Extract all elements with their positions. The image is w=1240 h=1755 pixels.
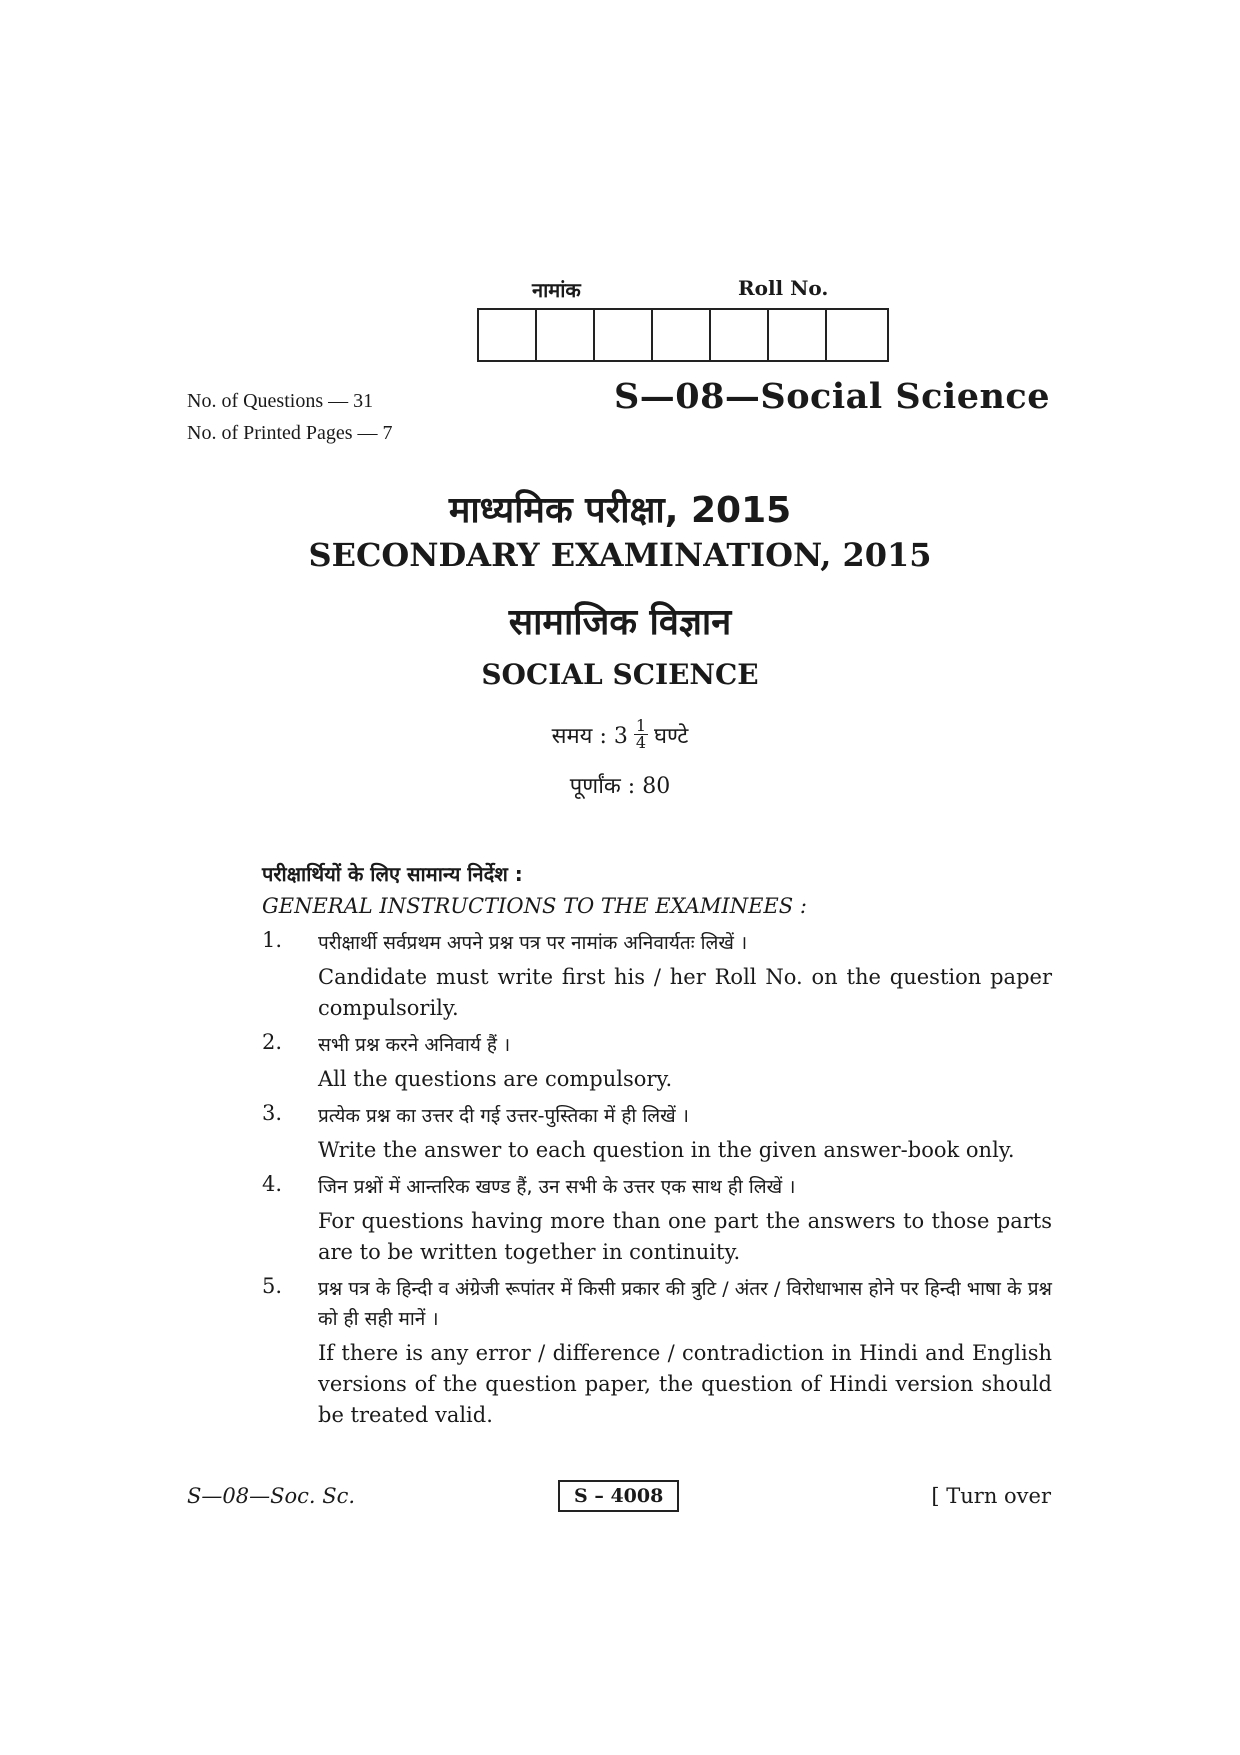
exam-title-hindi: माध्यमिक परीक्षा, 2015 [448,490,792,531]
instruction-item [262,1030,1052,1095]
time-allowed [0,718,1240,751]
roll-digit-box [711,310,769,360]
subject-title-hindi: सामाजिक विज्ञान [508,602,732,643]
roll-number-boxes [477,308,889,362]
roll-digit-box [537,310,595,360]
fraction-denominator: 4 [635,733,647,752]
instruction-text-hindi: परीक्षार्थी सर्वप्रथम अपने प्रश्न पत्र पर नामांक अनिवार्यतः लिखें । [318,932,748,954]
instruction-text-hindi: प्रश्न पत्र के हिन्दी व अंग्रेजी रूपांतर में किसी प्रकार की त्रुटि / अंतर / विरोधाभास होने पर हिन्दी भाषा के प्रश्न को ही सही मानें । [318,1278,1052,1330]
instruction-item [262,928,1052,1024]
instruction-number: 4. [262,1172,283,1196]
roll-digit-box [769,310,827,360]
instruction-number: 2. [262,1030,283,1054]
time-label: समय : 3 [551,723,628,749]
roll-digit-box [595,310,653,360]
roll-digit-box [653,310,711,360]
footer-paper-code: S—08—Soc. Sc. [187,1484,356,1508]
roll-label-hindi: नामांक [532,278,581,302]
instruction-text-english: For questions having more than one part the answers to those parts are to be written together in continuity. [318,1209,1052,1264]
time-unit: घण्टे [654,723,689,749]
instructions-heading-english: GENERAL INSTRUCTIONS TO THE EXAMINEES : [262,894,807,918]
instruction-number: 5. [262,1274,283,1298]
roll-digit-box [827,310,887,360]
printed-pages: No. of Printed Pages — 7 [187,422,393,444]
fraction-numerator: 1 [635,716,647,735]
subject-title-english: SOCIAL SCIENCE [481,658,759,691]
instruction-text-english: All the questions are compulsory. [318,1067,673,1091]
instruction-text-hindi: प्रत्येक प्रश्न का उत्तर दी गई उत्तर-पुस्तिका में ही लिखें । [318,1105,689,1127]
instructions-heading-hindi: परीक्षार्थियों के लिए सामान्य निर्देश : [262,862,523,886]
time-fraction [634,718,648,751]
instruction-text-hindi: सभी प्रश्न करने अनिवार्य हैं । [318,1034,511,1056]
roll-label-english: Roll No. [738,276,829,300]
instruction-text-hindi: जिन प्रश्नों में आन्तरिक खण्ड हैं, उन सभी के उत्तर एक साथ ही लिखें । [318,1176,796,1198]
maximum-marks: पूर्णांक : 80 [569,774,671,799]
question-count: No. of Questions — 31 [187,390,374,412]
instruction-text-english: If there is any error / difference / contradiction in Hindi and English versions of the question paper, the question of Hindi version should be treated valid. [318,1341,1052,1427]
paper-code-title: S—08—Social Science [613,376,1050,417]
instructions-list [262,928,1052,1437]
instruction-item [262,1101,1052,1166]
instruction-item [262,1172,1052,1268]
instruction-item [262,1274,1052,1431]
instruction-text-english: Write the answer to each question in the given answer-book only. [318,1138,1015,1162]
exam-title-english: SECONDARY EXAMINATION, 2015 [308,536,932,574]
roll-digit-box [479,310,537,360]
footer-turn-over: [ Turn over [931,1484,1051,1508]
instruction-number: 3. [262,1101,283,1125]
footer-serial-code: S – 4008 [558,1480,679,1512]
instruction-text-english: Candidate must write first his / her Roll No. on the question paper compulsorily. [318,965,1052,1020]
instruction-number: 1. [262,928,283,952]
